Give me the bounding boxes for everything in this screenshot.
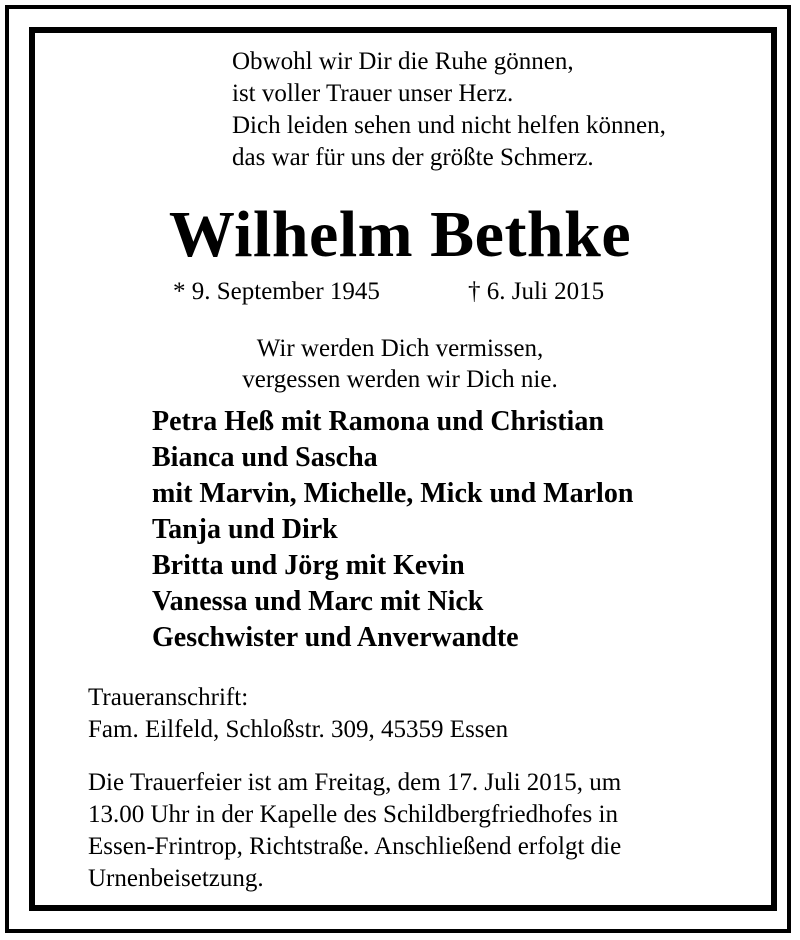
mourner-line: Bianca und Sascha	[152, 442, 378, 473]
poem-line: ist voller Trauer unser Herz.	[232, 80, 514, 107]
poem-line: Dich leiden sehen und nicht helfen können,	[232, 112, 666, 139]
mourner-line: Britta und Jörg mit Kevin	[152, 550, 465, 581]
deceased-name: Wilhelm Bethke	[168, 198, 632, 271]
address-line: Fam. Eilfeld, Schloßstr. 309, 45359 Essen	[88, 716, 509, 743]
mourner-line: mit Marvin, Michelle, Mick und Marlon	[152, 478, 634, 509]
birth-date: * 9. September 1945	[173, 278, 380, 305]
service-line: 13.00 Uhr in der Kapelle des Schildbergfriedhofes in	[88, 801, 618, 828]
mourning-address	[88, 682, 508, 746]
farewell-line: Wir werden Dich vermissen,	[256, 335, 544, 362]
poem	[232, 46, 666, 174]
poem-line: das war für uns der größte Schmerz.	[232, 144, 594, 171]
service-line: Die Trauerfeier ist am Freitag, dem 17. Juli 2015, um	[88, 769, 622, 796]
funeral-service-info	[88, 767, 621, 895]
mourners-list	[152, 404, 633, 656]
service-line: Essen-Frintrop, Richtstraße. Anschließend erfolgt die	[88, 833, 622, 860]
death-date: † 6. Juli 2015	[468, 278, 605, 305]
service-line: Urnenbeisetzung.	[88, 865, 264, 892]
mourner-line: Geschwister und Anverwandte	[152, 622, 519, 653]
mourner-line: Vanessa und Marc mit Nick	[152, 586, 484, 617]
mourner-line: Tanja und Dirk	[152, 514, 338, 545]
poem-line: Obwohl wir Dir die Ruhe gönnen,	[232, 48, 574, 75]
farewell-text	[0, 333, 800, 395]
mourner-line: Petra Heß mit Ramona und Christian	[152, 406, 604, 437]
farewell-line: vergessen werden wir Dich nie.	[242, 366, 558, 393]
address-label: Traueranschrift:	[88, 684, 249, 711]
